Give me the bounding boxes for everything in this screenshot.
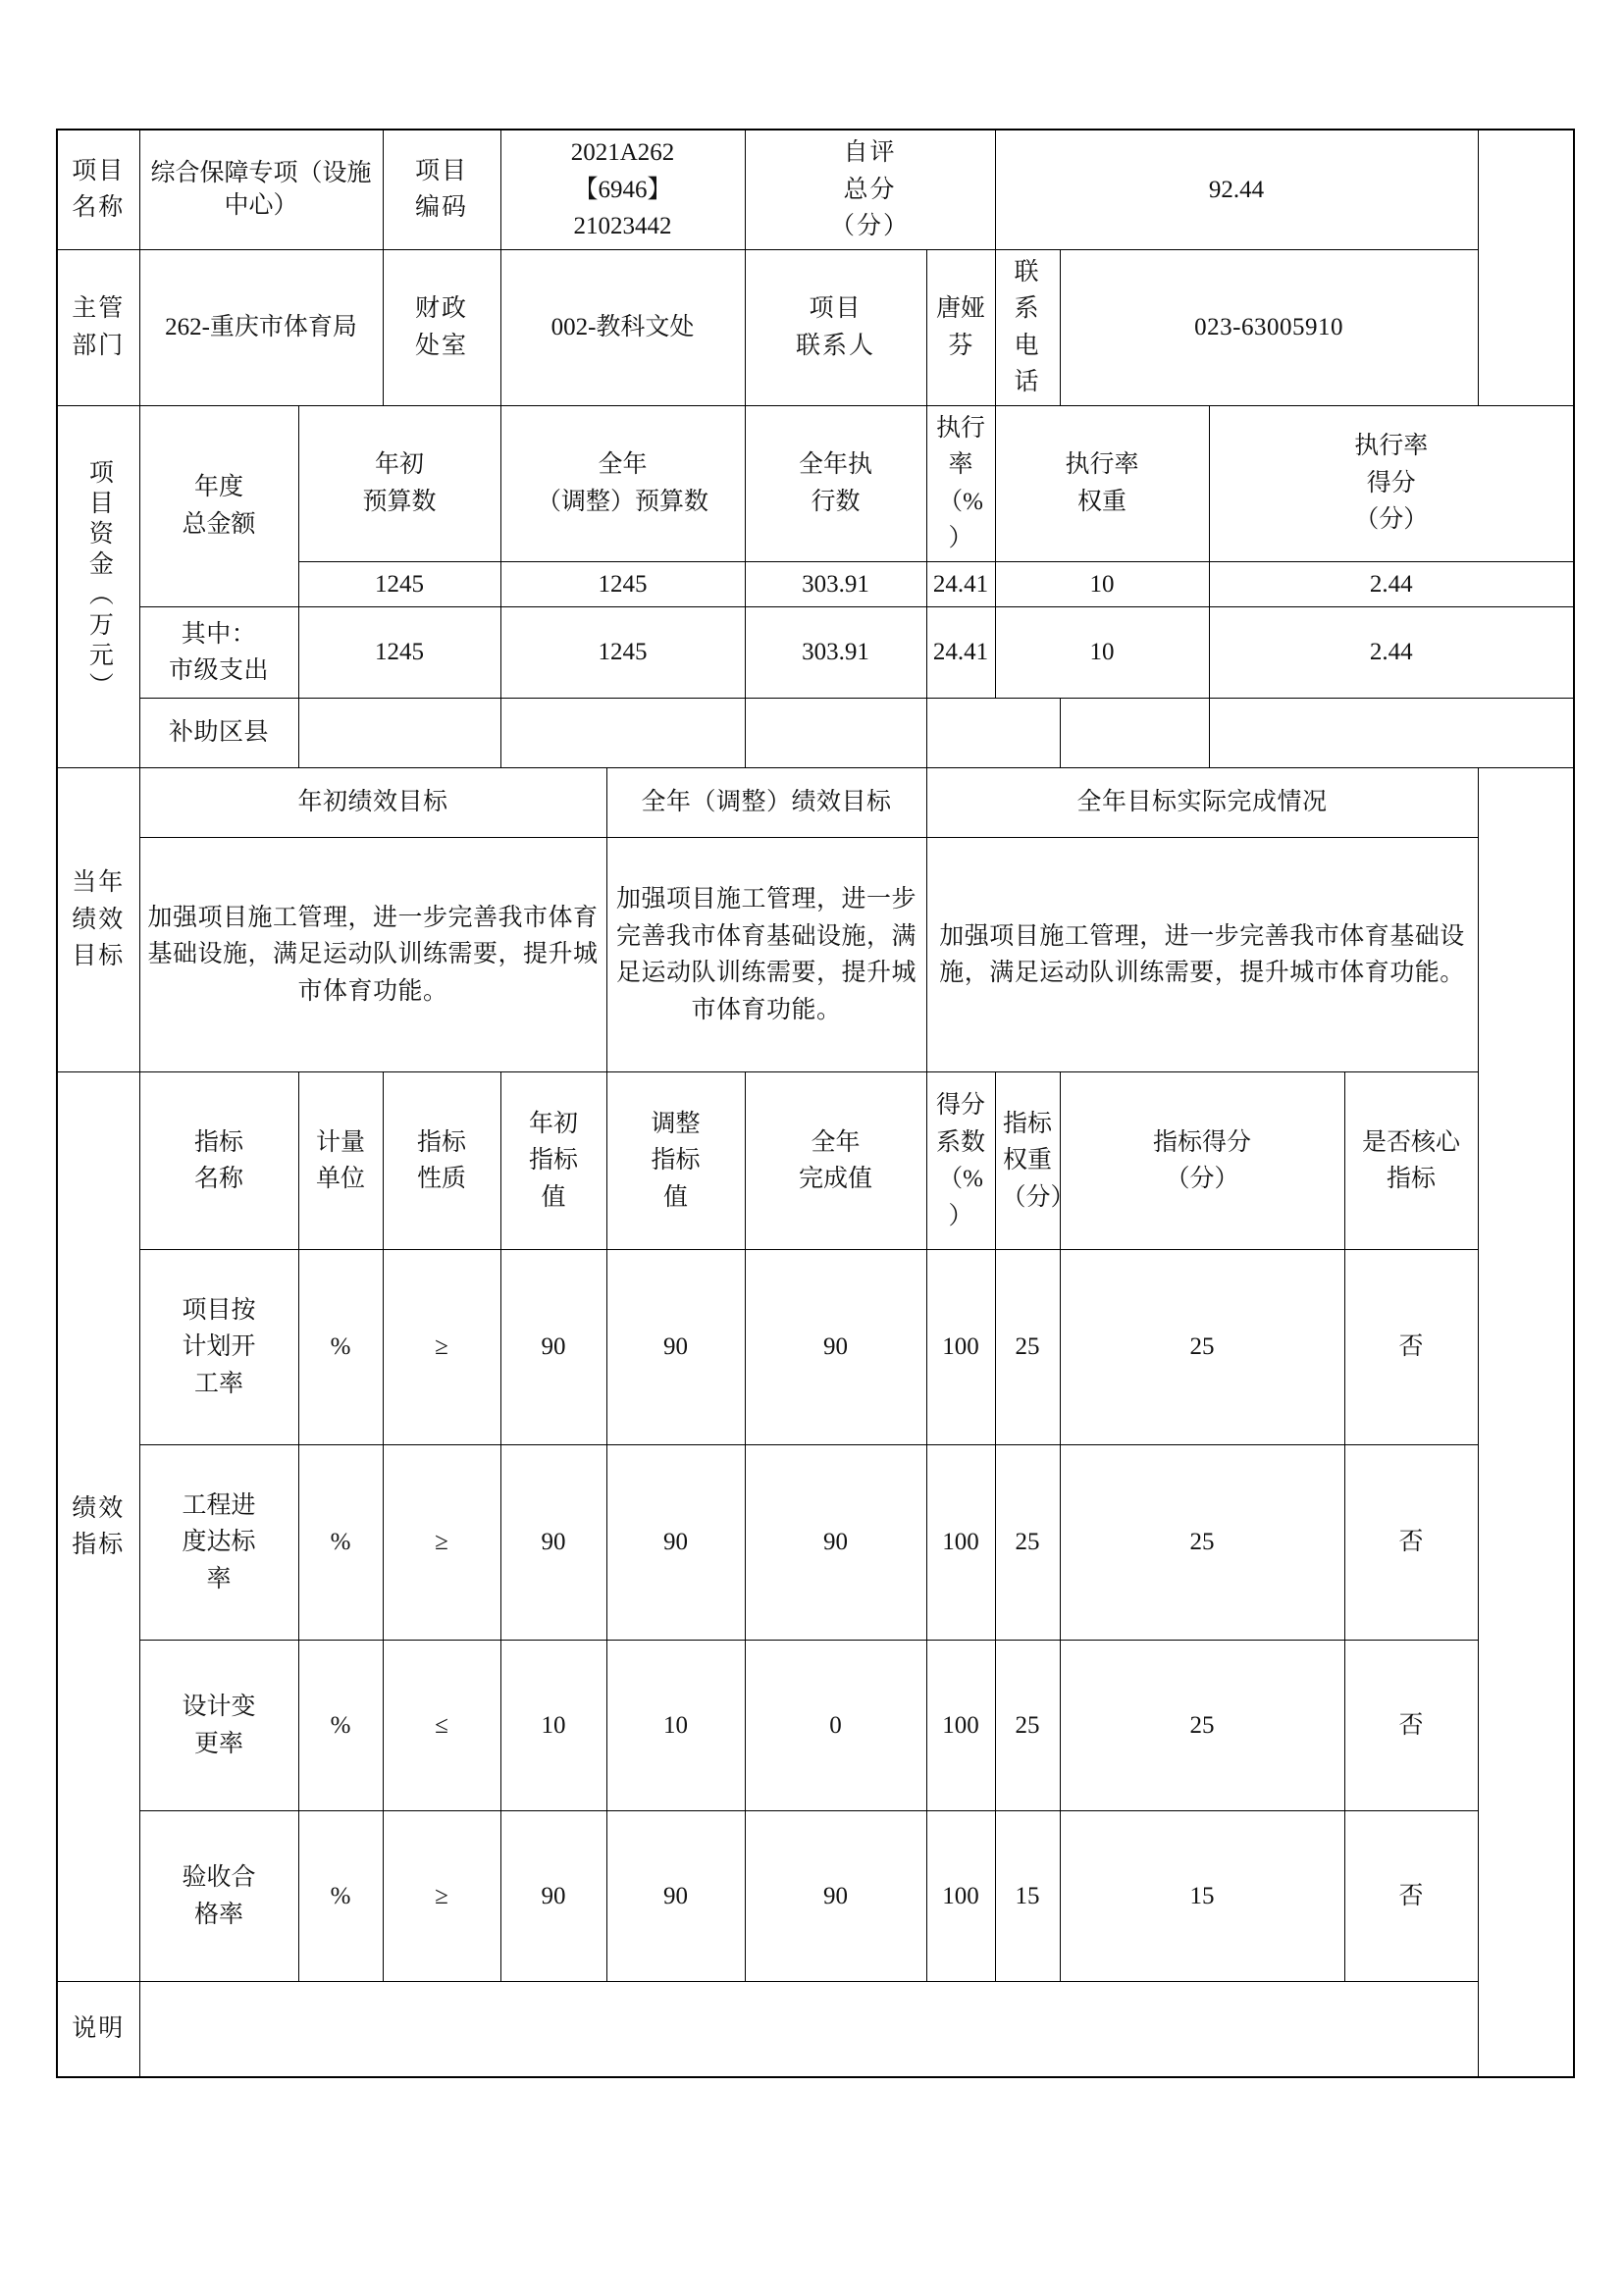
header-adjusted-budget-line2: （调整）预算数 — [537, 488, 709, 515]
label-project-code-line1: 项目 — [415, 157, 469, 184]
cell-indicator-is-core: 否 — [1344, 1250, 1478, 1445]
label-finance-office-line1: 财政 — [415, 295, 469, 322]
text-actual-completion: 加强项目施工管理，进一步完善我市体育基础设施，满足运动队训练需要，提升城市体育功能。 — [926, 838, 1478, 1072]
value-project-contact — [926, 249, 995, 405]
header-exec-rate-score — [1209, 405, 1574, 561]
header-indicator-actual-value — [745, 1072, 926, 1250]
header-indicator-unit-line1: 计量 — [316, 1128, 366, 1156]
value-self-score: 92.44 — [995, 130, 1478, 249]
project-code-line3: 21023442 — [573, 213, 672, 239]
label-supervising-department — [57, 249, 139, 405]
header-exec-rate-score-line3: （分） — [1354, 506, 1429, 534]
label-finance-office-line2: 处室 — [415, 332, 469, 359]
header-indicator-actual-value-line2: 完成值 — [799, 1166, 873, 1192]
label-supervising-department-line1: 主管 — [72, 295, 126, 322]
cell-indicator-score: 25 — [1060, 1641, 1344, 1811]
header-exec-rate-weight — [995, 405, 1209, 561]
label-funds-annual-total-line2: 总金额 — [182, 510, 256, 538]
cell-indicator-initial-value: 90 — [500, 1445, 606, 1641]
label-annual-performance-target-line3: 目标 — [72, 943, 126, 970]
row-department-info — [57, 249, 1574, 405]
project-code-line2: 【6946】 — [573, 176, 672, 203]
cell-indicator-unit: % — [298, 1250, 383, 1445]
cell-indicator-weight: 25 — [995, 1445, 1060, 1641]
header-indicator-adjusted-value-line1: 调整 — [651, 1110, 701, 1137]
cell-indicator-name-line2: 更率 — [193, 1730, 243, 1757]
header-score-coefficient-line3: （% — [938, 1166, 983, 1192]
header-indicator-adjusted-value — [606, 1072, 745, 1250]
cell-indicator-initial-value: 10 — [500, 1641, 606, 1811]
cell-indicator-adjusted-value: 90 — [606, 1811, 745, 1982]
header-indicator-name — [139, 1072, 298, 1250]
cell-total-initial-budget: 1245 — [298, 561, 500, 607]
label-project-contact-line2: 联系人 — [796, 332, 876, 359]
header-indicator-initial-value-line2: 指标 — [529, 1147, 579, 1174]
header-indicator-weight-line2: 权重 — [1003, 1147, 1053, 1174]
cell-indicator-nature: ≥ — [383, 1811, 500, 1982]
label-funds-annual-total — [139, 405, 298, 607]
label-supervising-department-line2: 部门 — [72, 332, 126, 359]
header-score-coefficient-line2: 系数 — [936, 1128, 986, 1156]
cell-indicator-name — [139, 1445, 298, 1641]
cell-total-weight: 10 — [995, 561, 1209, 607]
cell-indicator-score-coefficient: 100 — [926, 1445, 995, 1641]
label-funds-district-subsidy: 补助区县 — [139, 699, 298, 768]
header-exec-rate-line4: ） — [948, 525, 973, 551]
row-funds-header — [57, 405, 1574, 561]
header-exec-rate-weight-line2: 权重 — [1077, 488, 1127, 515]
header-exec-rate-score-line1: 执行率 — [1354, 433, 1429, 460]
label-project-funds — [57, 405, 139, 768]
header-score-coefficient-line4: ） — [948, 1202, 973, 1229]
text-adjusted-performance-target: 加强项目施工管理，进一步完善我市体育基础设施，满足运动队训练需要，提升城市体育功能。 — [606, 838, 926, 1072]
cell-indicator-nature: ≥ — [383, 1250, 500, 1445]
label-funds-annual-total-line1: 年度 — [193, 474, 243, 501]
label-finance-office — [383, 249, 500, 405]
text-initial-performance-target: 加强项目施工管理，进一步完善我市体育基础设施，满足运动队训练需要，提升城市体育功能。 — [139, 838, 606, 1072]
cell-indicator-actual-value: 90 — [745, 1445, 926, 1641]
cell-city-initial-budget: 1245 — [298, 607, 500, 699]
header-indicator-score-line1: 指标得分 — [1153, 1128, 1252, 1156]
cell-indicator-initial-value: 90 — [500, 1250, 606, 1445]
label-annual-performance-target-line2: 绩效 — [72, 906, 126, 933]
header-indicator-weight — [995, 1072, 1075, 1250]
header-score-coefficient — [926, 1072, 995, 1250]
label-self-score-line2: 总分 — [843, 176, 897, 203]
header-indicator-nature — [383, 1072, 500, 1250]
header-indicator-name-line2: 名称 — [193, 1166, 243, 1192]
table-row — [57, 1250, 1574, 1445]
cell-indicator-initial-value: 90 — [500, 1811, 606, 1982]
label-contact-phone — [995, 249, 1060, 405]
label-annual-performance-target — [57, 768, 139, 1072]
cell-city-executed: 303.91 — [745, 607, 926, 699]
header-indicator-initial-value — [500, 1072, 606, 1250]
value-note — [139, 1982, 1478, 2078]
label-project-name-line1: 项目 — [72, 157, 126, 184]
row-funds-city-expenditure — [57, 607, 1574, 699]
label-performance-indicators-line1: 绩效 — [72, 1494, 126, 1522]
label-annual-performance-target-line1: 当年 — [72, 869, 126, 897]
cell-indicator-score-coefficient: 100 — [926, 1250, 995, 1445]
cell-indicator-name-line2: 格率 — [193, 1901, 243, 1928]
cell-indicator-name — [139, 1811, 298, 1982]
cell-district-executed — [745, 699, 926, 768]
row-annual-target-headers — [57, 768, 1574, 838]
cell-indicator-adjusted-value: 90 — [606, 1250, 745, 1445]
cell-indicator-unit: % — [298, 1445, 383, 1641]
table-row — [57, 1811, 1574, 1982]
value-project-code — [500, 130, 745, 249]
cell-indicator-name-line2: 计划开 — [182, 1333, 256, 1361]
cell-indicator-unit: % — [298, 1811, 383, 1982]
cell-indicator-name-line1: 项目按 — [182, 1296, 256, 1324]
cell-indicator-is-core: 否 — [1344, 1811, 1478, 1982]
cell-indicator-name-line2: 度达标 — [182, 1529, 256, 1556]
header-indicator-unit-line2: 单位 — [316, 1166, 366, 1192]
evaluation-table-container — [56, 129, 1575, 2078]
header-indicator-weight-line3: （分） — [1001, 1183, 1075, 1211]
header-indicator-nature-line2: 性质 — [417, 1166, 467, 1192]
header-indicator-score-line2: （分） — [1165, 1166, 1239, 1192]
label-funds-city-expenditure-line2: 市级支出 — [168, 657, 269, 684]
label-project-code — [383, 130, 500, 249]
header-exec-rate — [926, 405, 995, 561]
row-project-identity — [57, 130, 1574, 249]
cell-district-weight — [1060, 699, 1209, 768]
row-funds-district-subsidy — [57, 699, 1574, 768]
value-project-name — [139, 130, 383, 249]
cell-indicator-name-line1: 工程进 — [182, 1491, 256, 1519]
header-indicator-initial-value-line1: 年初 — [529, 1110, 579, 1137]
header-adjusted-performance-target: 全年（调整）绩效目标 — [606, 768, 926, 838]
cell-indicator-is-core: 否 — [1344, 1641, 1478, 1811]
label-self-score-line3: （分） — [830, 213, 911, 239]
label-project-funds-text: 项目资金（万元） — [85, 459, 113, 703]
header-indicator-actual-value-line1: 全年 — [811, 1128, 861, 1156]
cell-indicator-score-coefficient: 100 — [926, 1641, 995, 1811]
cell-indicator-score: 25 — [1060, 1445, 1344, 1641]
value-supervising-department: 262-重庆市体育局 — [139, 249, 383, 405]
cell-indicator-adjusted-value: 10 — [606, 1641, 745, 1811]
project-code-line1: 2021A262 — [570, 139, 675, 166]
cell-indicator-name — [139, 1641, 298, 1811]
label-note: 说明 — [57, 1982, 139, 2078]
cell-indicator-nature: ≤ — [383, 1641, 500, 1811]
header-exec-rate-score-line2: 得分 — [1366, 469, 1416, 496]
header-exec-rate-line1: 执行 — [936, 414, 986, 442]
header-exec-rate-line2: 率 — [948, 451, 973, 478]
cell-district-initial-budget — [298, 699, 500, 768]
header-initial-budget-line2: 预算数 — [362, 488, 437, 515]
header-is-core-indicator-line1: 是否核心 — [1362, 1128, 1461, 1156]
row-annual-target-texts — [57, 838, 1574, 1072]
label-self-score — [745, 130, 995, 249]
header-executed-amount-line1: 全年执 — [799, 451, 873, 478]
cell-total-exec-rate: 24.41 — [926, 561, 995, 607]
header-adjusted-budget — [500, 405, 745, 561]
label-project-contact-line1: 项目 — [809, 295, 863, 322]
cell-indicator-nature: ≥ — [383, 1445, 500, 1641]
value-contact-phone: 023-63005910 — [1060, 249, 1478, 405]
table-row — [57, 1445, 1574, 1641]
cell-total-adjusted-budget: 1245 — [500, 561, 745, 607]
cell-indicator-score: 25 — [1060, 1250, 1344, 1445]
label-project-code-line2: 编码 — [415, 194, 469, 222]
table-row — [57, 1641, 1574, 1811]
header-executed-amount — [745, 405, 926, 561]
label-self-score-line1: 自评 — [843, 139, 897, 166]
cell-indicator-is-core: 否 — [1344, 1445, 1478, 1641]
value-finance-office: 002-教科文处 — [500, 249, 745, 405]
cell-indicator-actual-value: 90 — [745, 1811, 926, 1982]
cell-district-exec-rate — [926, 699, 1060, 768]
cell-city-exec-rate: 24.41 — [926, 607, 995, 699]
cell-indicator-score: 15 — [1060, 1811, 1344, 1982]
header-indicator-adjusted-value-line2: 指标 — [651, 1147, 701, 1174]
header-initial-budget-line1: 年初 — [375, 451, 425, 478]
label-contact-phone-line2: 电话 — [1014, 332, 1041, 395]
label-project-name — [57, 130, 139, 249]
header-score-coefficient-line1: 得分 — [936, 1092, 986, 1119]
cell-indicator-weight: 15 — [995, 1811, 1060, 1982]
header-is-core-indicator — [1344, 1072, 1478, 1250]
row-note — [57, 1982, 1574, 2078]
header-indicator-adjusted-value-line3: 值 — [663, 1183, 689, 1211]
label-performance-indicators — [57, 1072, 139, 1982]
cell-indicator-weight: 25 — [995, 1641, 1060, 1811]
project-name-text: 综合保障专项（设施中心） — [150, 159, 372, 220]
cell-indicator-unit: % — [298, 1641, 383, 1811]
cell-indicator-name-line1: 验收合 — [182, 1864, 256, 1891]
header-indicator-unit — [298, 1072, 383, 1250]
cell-indicator-actual-value: 0 — [745, 1641, 926, 1811]
header-exec-rate-line3: （% — [938, 488, 983, 515]
header-actual-completion: 全年目标实际完成情况 — [926, 768, 1478, 838]
cell-indicator-weight: 25 — [995, 1250, 1060, 1445]
header-adjusted-budget-line1: 全年 — [598, 451, 648, 478]
label-performance-indicators-line2: 指标 — [72, 1532, 126, 1558]
cell-indicator-name-line1: 设计变 — [182, 1694, 256, 1720]
row-indicator-headers — [57, 1072, 1574, 1250]
cell-total-score: 2.44 — [1209, 561, 1574, 607]
header-is-core-indicator-line2: 指标 — [1387, 1166, 1437, 1192]
cell-total-executed: 303.91 — [745, 561, 926, 607]
label-funds-city-expenditure — [139, 607, 298, 699]
header-initial-performance-target: 年初绩效目标 — [139, 768, 606, 838]
project-contact-line2: 芬 — [948, 332, 973, 359]
project-contact-line1: 唐娅 — [936, 295, 986, 322]
cell-indicator-name-line3: 工率 — [193, 1370, 243, 1397]
header-indicator-initial-value-line3: 值 — [541, 1183, 566, 1211]
header-indicator-nature-line1: 指标 — [417, 1128, 467, 1156]
cell-indicator-adjusted-value: 90 — [606, 1445, 745, 1641]
label-funds-city-expenditure-line1: 其中： — [181, 620, 257, 648]
cell-city-score: 2.44 — [1209, 607, 1574, 699]
header-indicator-name-line1: 指标 — [193, 1128, 243, 1156]
budget-performance-table — [56, 129, 1575, 2078]
header-executed-amount-line2: 行数 — [811, 488, 861, 515]
cell-city-weight: 10 — [995, 607, 1209, 699]
cell-city-adjusted-budget: 1245 — [500, 607, 745, 699]
header-indicator-score — [1060, 1072, 1344, 1250]
cell-indicator-name — [139, 1250, 298, 1445]
header-indicator-weight-line1: 指标 — [1003, 1110, 1053, 1137]
cell-indicator-name-line3: 率 — [206, 1565, 232, 1592]
header-initial-budget — [298, 405, 500, 561]
label-project-contact — [745, 249, 926, 405]
cell-indicator-actual-value: 90 — [745, 1250, 926, 1445]
label-project-name-line2: 名称 — [72, 194, 126, 222]
label-contact-phone-line1: 联系 — [1014, 258, 1041, 322]
header-exec-rate-weight-line1: 执行率 — [1065, 451, 1139, 478]
cell-district-adjusted-budget — [500, 699, 745, 768]
cell-indicator-score-coefficient: 100 — [926, 1811, 995, 1982]
cell-district-score — [1209, 699, 1574, 768]
